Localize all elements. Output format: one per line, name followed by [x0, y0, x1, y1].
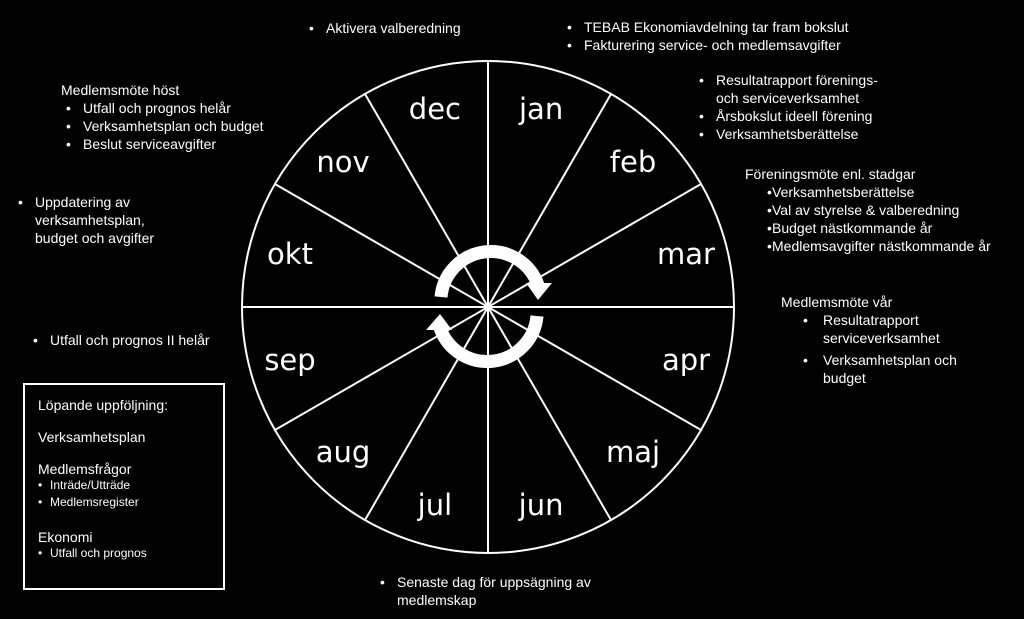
month-label-maj: maj: [605, 435, 661, 469]
month-label-jan: jan: [518, 92, 564, 126]
note-item: • Utfall och prognos helår: [61, 99, 301, 117]
note-heading: Medlemsmöte vår: [781, 294, 893, 310]
note-item: • Resultatrapport serviceverksamhet: [781, 311, 943, 347]
note-item: • Årsbokslut ideell förening: [694, 107, 924, 125]
note-apr: [781, 293, 996, 387]
month-label-feb: feb: [609, 145, 657, 179]
followup-economy-title: Ekonomi: [38, 529, 93, 545]
note-top-right: [562, 18, 922, 54]
wheel-spokes: [242, 61, 734, 553]
note-item: • Fakturering service- och medlemsavgifter: [562, 36, 922, 54]
note-okt: [13, 193, 188, 247]
note-item: • Verksamhetsplan och budget: [781, 351, 963, 387]
note-nov: [61, 81, 301, 153]
followup-item: • Medlemsregister: [38, 494, 210, 511]
note-item: • Resultatrapport förenings- och serviceverksamhet: [694, 71, 886, 107]
followup-item: • Inträde/Utträde: [38, 477, 210, 494]
note-item: • Uppdatering av verksamhetsplan, budget och avgifter: [13, 193, 188, 247]
note-item: • Budget nästkommande år: [745, 219, 1017, 237]
note-feb-mar: [745, 165, 1017, 255]
month-label-aug: aug: [315, 435, 371, 469]
month-label-mar: mar: [657, 236, 715, 271]
followup-plan: Verksamhetsplan: [38, 429, 146, 445]
followup-title: Löpande uppföljning:: [38, 397, 169, 413]
month-label-okt: okt: [267, 236, 313, 271]
followup-item: • Utfall och prognos: [38, 545, 210, 562]
note-heading: Föreningsmöte enl. stadgar: [745, 166, 916, 182]
note-item: • TEBAB Ekonomiavdelning tar fram bokslut: [562, 18, 922, 36]
note-item: • Beslut serviceavgifter: [61, 135, 301, 153]
note-item: • Val av styrelse & valberedning: [745, 201, 1017, 219]
note-top-center: [304, 19, 504, 37]
followup-members-title: Medlemsfrågor: [38, 461, 132, 477]
note-item: • Verksamhetsplan och budget: [61, 117, 301, 135]
note-sep: [28, 331, 243, 349]
note-heading: Medlemsmöte höst: [61, 82, 180, 98]
month-label-dec: dec: [408, 92, 462, 126]
note-item: • Aktivera valberedning: [304, 19, 504, 37]
note-jan-feb: [694, 71, 924, 143]
note-item: • Senaste dag för uppsägning av medlemskap: [375, 573, 645, 609]
note-item: • Utfall och prognos II helår: [28, 331, 243, 349]
note-item: • Medlemsavgifter nästkommande år: [745, 237, 1017, 255]
note-item: • Verksamhetsberättelse: [745, 183, 1017, 201]
month-label-sep: sep: [264, 343, 316, 378]
month-label-jun: jun: [518, 488, 564, 522]
note-bottom: [375, 573, 645, 609]
month-label-apr: apr: [661, 343, 711, 378]
followup-box: [23, 383, 225, 590]
month-label-jul: jul: [417, 488, 453, 522]
note-item: • Verksamhetsberättelse: [694, 125, 924, 143]
month-label-nov: nov: [316, 145, 370, 179]
